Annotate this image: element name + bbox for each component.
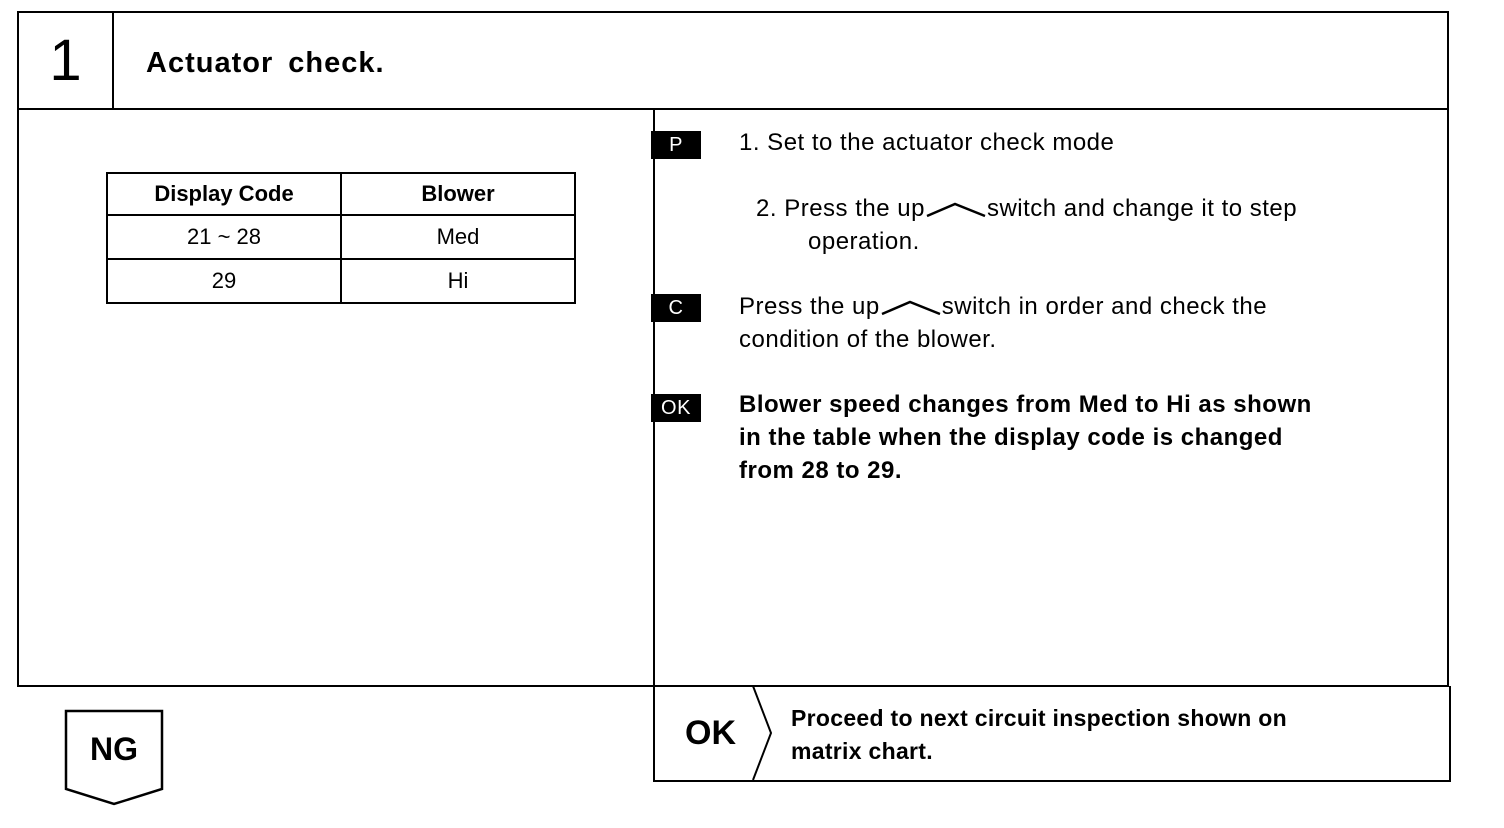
c-text-line2: condition of the blower. <box>739 326 997 353</box>
table-row <box>107 215 575 259</box>
cell-blower: Hi <box>341 259 575 303</box>
p-step-2 <box>756 192 1426 225</box>
display-code-table <box>106 172 576 304</box>
ok-result-line2: matrix chart. <box>791 738 933 764</box>
up-switch-icon <box>925 200 987 220</box>
up-switch-icon <box>880 298 942 318</box>
cell-blower: Med <box>341 215 575 259</box>
table-row <box>107 259 575 303</box>
tag-ok: OK <box>651 394 701 422</box>
tag-c: C <box>651 294 701 322</box>
ok-result-line1: Proceed to next circuit inspection shown on <box>791 705 1287 731</box>
tag-p: P <box>651 131 701 159</box>
table-header-row <box>107 173 575 215</box>
column-header-blower: Blower <box>341 173 575 215</box>
step-number: 1 <box>19 13 114 108</box>
ng-result-box <box>64 709 164 806</box>
p-step-2-cont: operation. <box>808 228 920 255</box>
ok-text-line3: from 28 to 29. <box>739 457 903 484</box>
ok-result-box <box>653 686 1451 782</box>
chevron-right-icon <box>751 686 775 780</box>
cell-display-code: 21 ~ 28 <box>107 215 341 259</box>
ok-text-line2: in the table when the display code is changed <box>739 424 1283 451</box>
column-header-display-code: Display Code <box>107 173 341 215</box>
p-step-2-text-b: switch and change it to step <box>986 195 1298 222</box>
ok-text-line1: Blower speed changes from Med to Hi as shown <box>739 391 1312 418</box>
ng-result-label: NG <box>90 731 138 767</box>
step-header <box>19 13 1447 110</box>
cell-display-code: 29 <box>107 259 341 303</box>
step-title: Actuator check. <box>146 47 385 79</box>
c-text-line1: Press the up switch in order and check the <box>739 293 1268 320</box>
ok-result-label: OK <box>685 714 736 752</box>
p-step-2-text-a: 2. Press the up <box>756 195 925 222</box>
ok-result-text <box>791 702 1287 768</box>
p-step-1: 1. Set to the actuator check mode <box>739 129 1115 156</box>
